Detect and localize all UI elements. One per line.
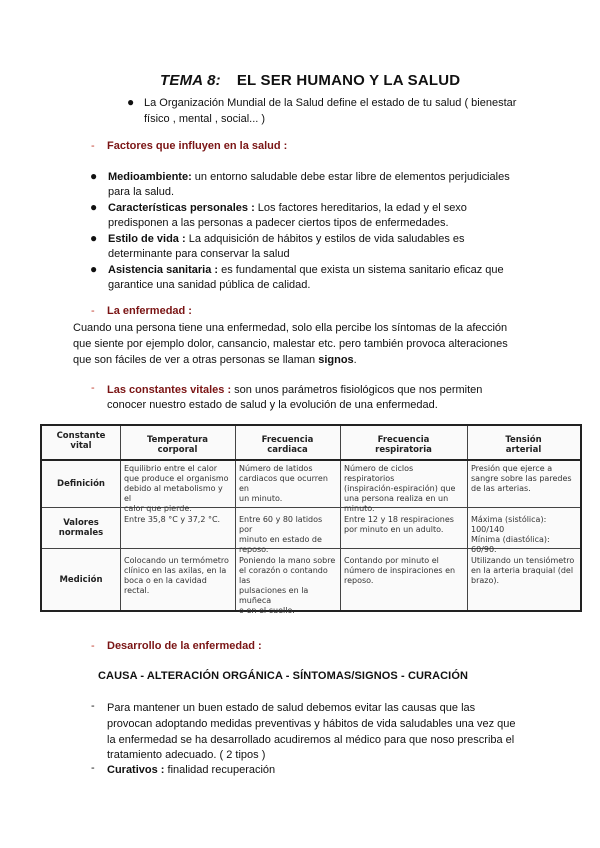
intro-line-2: físico , mental , social... ) (144, 113, 266, 125)
table-cell: Contando por minuto el número de inspiraciones en reposo. (344, 556, 456, 585)
list-item-cont: predisponen a las personas a padecer ciertos tipos de enfermedades. (108, 217, 449, 229)
desarrollo-para-line: tratamiento adecuado. ( 2 tipos ) (107, 749, 266, 761)
table-row-label: Valores normales (58, 518, 104, 538)
list-item-cont: garantice una sanidad pública de calidad. (108, 279, 311, 291)
desarrollo-para-line: provocan adoptando medidas preventivas y hábitos de vida saludables una vez que (107, 718, 516, 730)
table-cell: Colocando un termómetro clínico en las axilas, en la boca o en la cavidad rectal. (124, 556, 229, 595)
paragraph-dash: - (91, 700, 95, 712)
enfermedad-line-1: Cuando una persona tiene una enfermedad, solo ella percibe los síntomas de la afección (73, 322, 508, 334)
enfermedad-heading: La enfermedad : (107, 305, 192, 317)
enfermedad-line-2: que siente por ejemplo dolor, cansancio, malestar etc. pero también provoca alteraciones (73, 338, 508, 350)
page-title (160, 72, 460, 89)
intro-line-1: La Organización Mundial de la Salud define el estado de tu salud ( bienestar (144, 97, 517, 109)
section-dash: - (91, 640, 95, 652)
section-dash: - (91, 382, 95, 394)
paragraph-dash: - (91, 762, 95, 774)
table-row-label: Definición (57, 479, 105, 489)
constantes-line-2: conocer nuestro estado de salud y la evolución de una enfermedad. (107, 399, 438, 411)
table-cell: Número de ciclos respiratorios (inspiración-espiración) que una persona realiza en un minuto. (344, 464, 456, 513)
table-cell: Número de latidos cardiacos que ocurren en un minuto. (239, 464, 328, 503)
enfermedad-line-3: que son fáciles de ver a otras personas se llaman signos. (73, 354, 357, 366)
table-cell: Utilizando un tensiómetro en la arteria braquial (del brazo). (471, 556, 575, 585)
title-number: TEMA 8: (160, 72, 221, 89)
table-cell: Máxima (sistólica): 100/140 Mínima (diastólica): 60/90. (471, 515, 550, 554)
bullet-dot-icon: ● (90, 169, 98, 183)
desarrollo-heading: Desarrollo de la enfermedad : (107, 640, 262, 652)
constantes-vitales-table (40, 424, 582, 615)
constantes-line-1: Las constantes vitales : son unos parámetros fisiológicos que nos permiten (107, 384, 483, 396)
bullet-dot-icon: ● (90, 262, 98, 276)
section-dash: - (91, 140, 95, 152)
desarrollo-para-line: la enfermedad se ha desarrollado acudiremos al médico para que noso prescriba el (107, 734, 515, 746)
table-header-cell: Frecuencia cardiaca (261, 435, 314, 455)
list-item: Estilo de vida : La adquisición de hábitos y estilos de vida saludables es (108, 233, 465, 245)
table-cell: Presión que ejerce a sangre sobre las paredes de las arterias. (471, 464, 572, 493)
table-header-cell: Temperatura corporal (146, 435, 209, 455)
table-cell: Entre 35,8 °C y 37,2 °C. (124, 515, 221, 524)
bullet-dot-icon: ● (90, 231, 98, 245)
list-item-cont: determinante para conservar la salud (108, 248, 290, 260)
table-row-label: Medición (59, 574, 103, 585)
list-item: Características personales : Los factores hereditarios, la edad y el sexo (108, 202, 467, 214)
curativos-line: Curativos : finalidad recuperación (107, 764, 276, 776)
bullet-dot-icon: ● (90, 200, 98, 214)
list-item: Asistencia sanitaria : es fundamental que exista un sistema sanitario eficaz que (108, 264, 504, 276)
table-cell: Poniendo la mano sobre el corazón o contando las pulsaciones en la muñeca o en el cuello. (239, 556, 336, 615)
table-cell: Equilibrio entre el calor que produce el organismo debido al metabolismo y el calor que pierde. (124, 464, 229, 513)
table-header-corner: Constante vital (56, 431, 106, 451)
bullet-dot-icon: ● (127, 95, 135, 109)
desarrollo-para-line: Para mantener un buen estado de salud debemos evitar las causas que las (107, 702, 476, 714)
table-cell: Entre 60 y 80 latidos por minuto en estado de reposo. (239, 515, 323, 554)
factores-heading: Factores que influyen en la salud : (107, 140, 288, 152)
title-text: EL SER HUMANO Y LA SALUD (236, 72, 461, 89)
section-dash: - (91, 305, 95, 317)
table-header-cell: Tensión arterial (505, 435, 542, 455)
table-header-cell: Frecuencia respiratoria (375, 435, 432, 455)
disease-chain: CAUSA - ALTERACIÓN ORGÁNICA - SÍNTOMAS/SIGNOS - CURACIÓN (98, 670, 469, 682)
list-item-cont: para la salud. (108, 186, 175, 198)
list-item: Medioambiente: un entorno saludable debe estar libre de elementos perjudiciales (108, 171, 510, 183)
table-cell: Entre 12 y 18 respiraciones por minuto en un adulto. (344, 515, 454, 534)
